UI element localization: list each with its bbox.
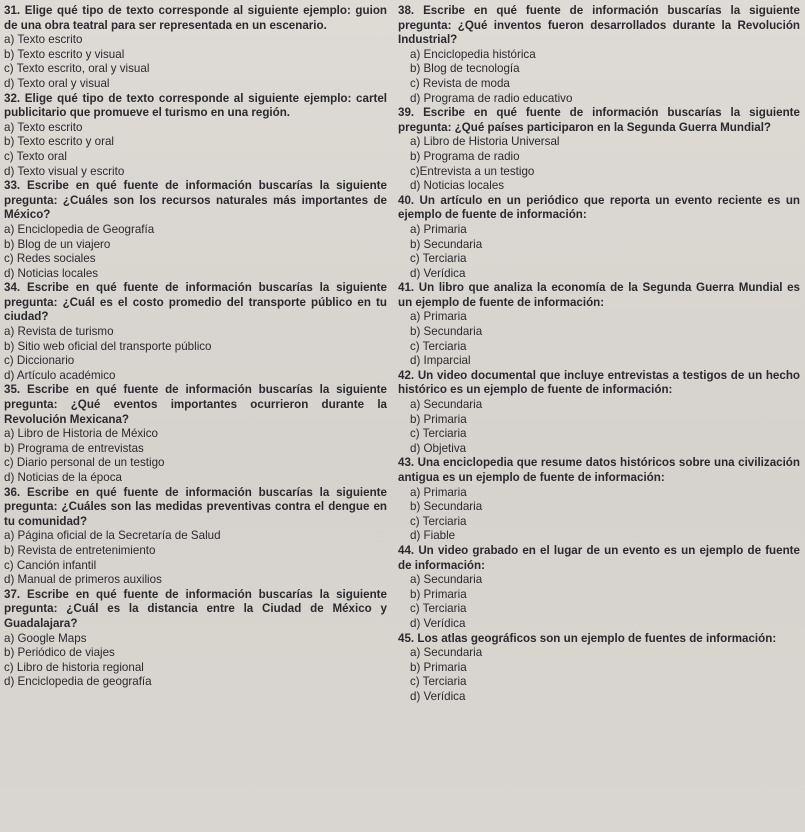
question-text: Un video grabado en el lugar de un evento es un ejemplo de fuente de información: <box>398 543 800 572</box>
option: a) Texto escrito <box>4 120 83 134</box>
question-number: 32. <box>4 91 21 105</box>
option: d) Fiable <box>410 529 456 543</box>
option: d) Objetiva <box>410 441 467 455</box>
question-number: 41. <box>398 281 415 295</box>
question-number: 33. <box>4 179 21 193</box>
option: c) Revista de moda <box>410 76 510 90</box>
question-43 <box>398 456 800 544</box>
question-stem <box>4 486 387 530</box>
question-text: Un video documental que incluye entrevistas a testigos de un hecho histórico es un ejemplo de fuente de información: <box>398 368 800 397</box>
right-column <box>398 4 800 705</box>
option: c) Redes sociales <box>4 252 96 266</box>
option: b) Blog de un viajero <box>4 237 111 251</box>
question-stem <box>4 281 387 325</box>
question-38 <box>398 4 800 106</box>
option: d) Verídica <box>410 266 466 280</box>
question-stem <box>398 369 800 398</box>
question-31 <box>4 4 387 92</box>
question-text: Escribe en qué fuente de información buscarías la siguiente pregunta: ¿Cuáles son las medidas preventivas contra el dengue en tu comunidad? <box>4 485 387 528</box>
question-number: 42. <box>398 368 415 382</box>
question-stem <box>398 4 800 48</box>
option: b) Blog de tecnología <box>410 62 520 76</box>
option: a) Libro de Historia de México <box>4 427 159 441</box>
option: c) Diario personal de un testigo <box>4 456 165 470</box>
option: a) Secundaria <box>410 573 483 587</box>
question-number: 43. <box>398 456 415 470</box>
option: b) Secundaria <box>410 500 483 514</box>
question-45 <box>398 632 800 705</box>
question-text: Los atlas geográficos son un ejemplo de fuentes de información: <box>417 631 777 645</box>
question-text: Escribe en qué fuente de información buscarías la siguiente pregunta: ¿Qué eventos importantes ocurrieron durante la Revolución Mexicana? <box>4 383 387 426</box>
option: b) Programa de radio <box>410 149 520 163</box>
question-42 <box>398 369 800 457</box>
question-number: 37. <box>4 587 21 601</box>
question-39 <box>398 106 800 194</box>
question-34 <box>4 281 387 383</box>
option: b) Texto escrito y visual <box>4 47 125 61</box>
option: d) Texto oral y visual <box>4 76 110 90</box>
question-number: 38. <box>398 4 415 17</box>
option: a) Enciclopedia de Geografía <box>4 222 155 236</box>
question-35 <box>4 383 387 485</box>
option: d) Enciclopedia de geografía <box>4 675 152 689</box>
question-text: Escribe en qué fuente de información buscarías la siguiente pregunta: ¿Cuál es el costo promedio del transporte público en tu ciudad? <box>4 281 387 324</box>
question-number: 31. <box>4 4 21 17</box>
option: a) Libro de Historia Universal <box>410 135 560 149</box>
question-text: Elige qué tipo de texto corresponde al siguiente ejemplo: guion de una obra teatral para ser representada en un escenario. <box>4 4 387 32</box>
option: c) Terciaria <box>410 514 467 528</box>
option: d) Noticias de la época <box>4 471 122 484</box>
question-text: Un libro que analiza la economía de la Segunda Guerra Mundial es un ejemplo de fuente de información: <box>398 281 800 309</box>
option: a) Primaria <box>410 310 467 324</box>
option: a) Secundaria <box>410 398 483 412</box>
option: b) Primaria <box>410 412 467 426</box>
question-text: Un artículo en un periódico que reporta un evento reciente es un ejemplo de fuente de información: <box>398 193 800 222</box>
option: a) Enciclopedia histórica <box>410 47 536 61</box>
option: c) Terciaria <box>410 602 467 616</box>
option: c) Terciaria <box>410 339 467 353</box>
left-column <box>4 4 387 690</box>
question-41 <box>398 281 800 369</box>
question-37 <box>4 588 387 690</box>
option: c) Libro de historia regional <box>4 660 144 674</box>
question-36 <box>4 486 387 588</box>
question-stem <box>398 456 800 485</box>
option: c) Terciaria <box>410 675 467 689</box>
option: a) Revista de turismo <box>4 325 114 339</box>
question-number: 34. <box>4 281 21 295</box>
option: c) Texto escrito, oral y visual <box>4 62 150 76</box>
option: b) Primaria <box>410 587 467 601</box>
option: c) Terciaria <box>410 427 467 441</box>
question-number: 36. <box>4 485 21 499</box>
question-stem <box>398 194 800 223</box>
option: d) Noticias locales <box>410 179 505 193</box>
question-number: 40. <box>398 193 415 207</box>
question-40 <box>398 194 800 282</box>
question-number: 45. <box>398 631 415 645</box>
question-text: Elige qué tipo de texto corresponde al siguiente ejemplo: cartel publicitario que promueve el turismo en una región. <box>4 91 387 120</box>
option: a) Primaria <box>410 222 467 236</box>
option: c) Canción infantil <box>4 558 97 572</box>
question-stem <box>4 588 387 632</box>
question-stem <box>398 106 800 135</box>
option: a) Secundaria <box>410 646 483 660</box>
question-number: 44. <box>398 543 415 557</box>
question-text: Escribe en qué fuente de información buscarías la siguiente pregunta: ¿Cuáles son los recursos naturales más importantes de México? <box>4 179 387 222</box>
option: b) Revista de entretenimiento <box>4 543 156 557</box>
option: d) Noticias locales <box>4 266 99 280</box>
option: b) Texto escrito y oral <box>4 135 114 149</box>
option: c) Diccionario <box>4 354 75 368</box>
option: d) Verídica <box>410 689 466 703</box>
option: c) Texto oral <box>4 149 67 163</box>
question-stem <box>4 4 387 33</box>
question-32 <box>4 92 387 180</box>
option: b) Programa de entrevistas <box>4 441 144 455</box>
option: b) Sitio web oficial del transporte público <box>4 339 212 353</box>
question-stem <box>398 632 800 647</box>
question-number: 35. <box>4 383 21 397</box>
question-stem <box>4 179 387 223</box>
question-number: 39. <box>398 106 415 120</box>
option: a) Primaria <box>410 485 467 499</box>
option: c)Entrevista a un testigo <box>410 164 535 178</box>
question-text: Una enciclopedia que resume datos históricos sobre una civilización antigua es un ejemplo de fuente de información: <box>398 456 800 484</box>
question-stem <box>4 383 387 427</box>
option: d) Artículo académico <box>4 368 116 382</box>
option: d) Programa de radio educativo <box>410 91 573 105</box>
option: a) Texto escrito <box>4 33 83 47</box>
option: c) Terciaria <box>410 252 467 266</box>
question-stem <box>4 92 387 121</box>
option: b) Periódico de viajes <box>4 646 115 660</box>
option: b) Secundaria <box>410 325 483 339</box>
option: b) Secundaria <box>410 237 483 251</box>
question-text: Escribe en qué fuente de información buscarías la siguiente pregunta: ¿Cuál es la distancia entre la Ciudad de México y Guadalajara? <box>4 587 387 630</box>
question-33 <box>4 179 387 281</box>
option: d) Imparcial <box>410 354 471 368</box>
question-text: Escribe en qué fuente de información buscarías la siguiente pregunta: ¿Qué inventos fueron desarrollados durante la Revolución Industrial? <box>398 4 800 47</box>
question-stem <box>398 544 800 573</box>
option: a) Página oficial de la Secretaría de Salud <box>4 529 221 543</box>
option: d) Verídica <box>410 616 466 630</box>
question-stem <box>398 281 800 310</box>
option: d) Texto visual y escrito <box>4 164 125 178</box>
option: a) Google Maps <box>4 631 87 645</box>
option: b) Primaria <box>410 660 467 674</box>
option: d) Manual de primeros auxilios <box>4 573 162 587</box>
question-text: Escribe en qué fuente de información buscarías la siguiente pregunta: ¿Qué países participaron en la Segunda Guerra Mundial? <box>398 106 800 134</box>
question-44 <box>398 544 800 632</box>
